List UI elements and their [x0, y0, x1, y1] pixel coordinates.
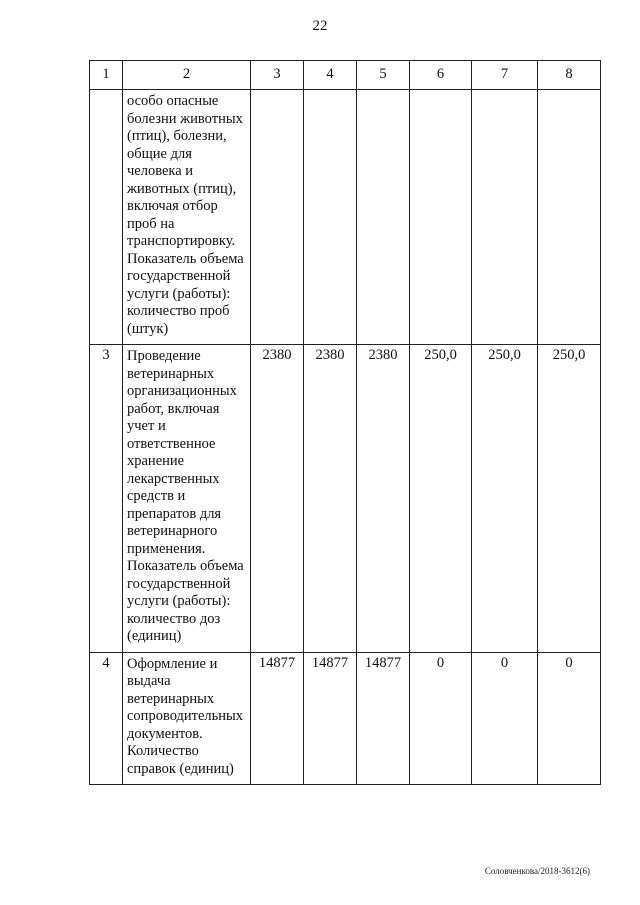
- header-cell: 2: [123, 61, 251, 90]
- value-cell: 0: [472, 652, 538, 785]
- description-line: включая отбор: [127, 198, 218, 214]
- description-line: ветеринарных: [127, 690, 215, 707]
- table-row: [90, 345, 601, 653]
- description-line: человека и: [127, 163, 194, 179]
- value-cell: 2380: [357, 345, 410, 653]
- header-cell: 3: [251, 61, 304, 90]
- value-cell: [251, 90, 304, 345]
- description-line: справок (единиц): [127, 760, 234, 777]
- description-line: особо опасные: [127, 93, 219, 109]
- description-line: выдача: [127, 673, 171, 689]
- value-cell: 14877: [304, 652, 357, 785]
- description-line: количество проб: [127, 303, 230, 319]
- table-row: [90, 90, 601, 345]
- value-cell: 250,0: [410, 345, 472, 653]
- description-line: государственной: [127, 268, 231, 284]
- description-line: услуги (работы):: [127, 285, 231, 302]
- description-line: ответственное: [127, 435, 216, 452]
- value-cell: 0: [538, 652, 601, 785]
- description-cell: [123, 345, 251, 653]
- header-cell: 1: [90, 61, 123, 90]
- value-cell: 2380: [304, 345, 357, 653]
- description-cell: [123, 90, 251, 345]
- description-line: препаратов для: [127, 505, 222, 522]
- description-line: (штук): [127, 320, 169, 337]
- description-line: ветеринарных: [127, 365, 215, 382]
- document-code: Соловченкова/2018-3612(6): [484, 866, 590, 876]
- description-line: документов.: [127, 725, 203, 742]
- header-cell: 8: [538, 61, 601, 90]
- description-line: Показатель объема: [127, 558, 244, 574]
- description-line: услуги (работы):: [127, 593, 231, 609]
- table-row: [90, 652, 601, 785]
- description-cell: [123, 652, 251, 785]
- page-number: 22: [312, 18, 328, 34]
- description-line: болезни животных: [127, 110, 243, 127]
- value-cell: [472, 90, 538, 345]
- data-table: [89, 60, 601, 785]
- description-line: (птиц), болезни,: [127, 128, 227, 144]
- description-line: лекарственных: [127, 470, 220, 487]
- description-line: работ, включая: [127, 400, 220, 417]
- header-cell: 4: [304, 61, 357, 90]
- value-cell: 2380: [251, 345, 304, 653]
- value-cell: 14877: [251, 652, 304, 785]
- description-line: организационных: [127, 383, 237, 399]
- description-line: ветеринарного: [127, 523, 218, 539]
- description-line: применения.: [127, 540, 206, 557]
- row-number-cell: 4: [90, 652, 123, 785]
- value-cell: 14877: [357, 652, 410, 785]
- value-cell: [410, 90, 472, 345]
- value-cell: 0: [410, 652, 472, 785]
- description-line: (единиц): [127, 628, 182, 644]
- header-cell: 7: [472, 61, 538, 90]
- row-number-cell: [90, 90, 123, 345]
- description-line: количество доз: [127, 610, 221, 627]
- value-cell: [304, 90, 357, 345]
- description-line: Проведение: [127, 348, 201, 364]
- value-cell: 250,0: [472, 345, 538, 653]
- description-line: учет и: [127, 418, 166, 434]
- description-line: общие для: [127, 145, 192, 162]
- description-line: транспортировку.: [127, 233, 236, 249]
- value-cell: [538, 90, 601, 345]
- description-line: государственной: [127, 575, 231, 592]
- description-line: сопроводительных: [127, 708, 244, 724]
- table-header-row: [90, 61, 601, 90]
- description-line: проб на: [127, 215, 175, 232]
- description-line: Показатель объема: [127, 250, 244, 267]
- header-cell: 6: [410, 61, 472, 90]
- description-line: Количество: [127, 743, 199, 759]
- row-number-cell: 3: [90, 345, 123, 653]
- value-cell: [357, 90, 410, 345]
- description-line: средств и: [127, 488, 186, 504]
- description-line: хранение: [127, 453, 185, 469]
- value-cell: 250,0: [538, 345, 601, 653]
- header-cell: 5: [357, 61, 410, 90]
- description-line: животных (птиц),: [127, 180, 237, 197]
- description-line: Оформление и: [127, 655, 218, 672]
